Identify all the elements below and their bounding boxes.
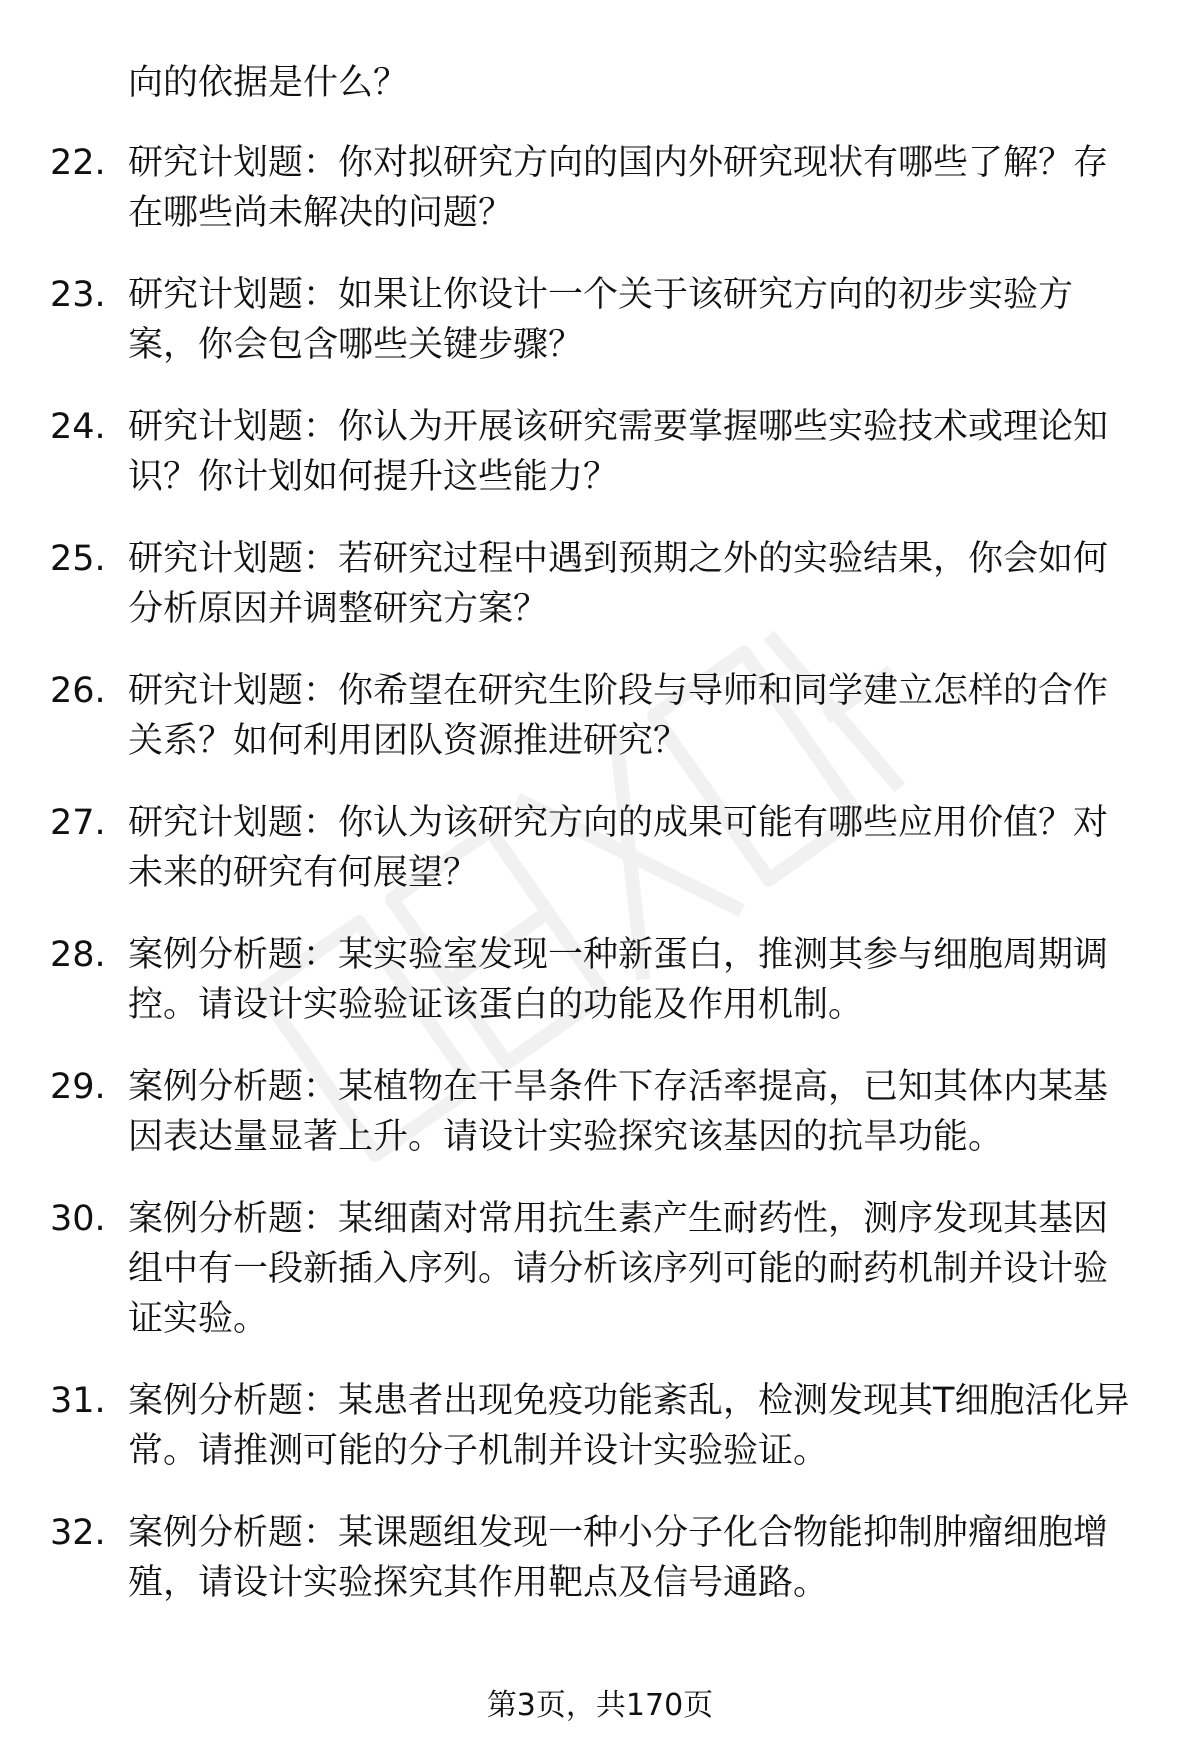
continuation-text: 向的依据是什么？ (128, 63, 409, 103)
question-text-line: 研究计划题：你认为开展该研究需要掌握哪些实验技术或理论知 (128, 407, 1109, 447)
question-number: 25. (50, 539, 106, 579)
question-text (128, 1376, 1178, 1476)
question-text (128, 930, 1178, 1030)
question-item (0, 1508, 1200, 1608)
question-text (128, 138, 1178, 238)
question-item (0, 1062, 1200, 1162)
question-text-line: 研究计划题：若研究过程中遇到预期之外的实验结果，你会如何 (128, 539, 1109, 579)
question-item (0, 534, 1200, 634)
question-number: 30. (50, 1199, 106, 1239)
question-text (128, 402, 1178, 502)
question-number: 27. (50, 803, 106, 843)
question-item (0, 930, 1200, 1030)
question-text (128, 534, 1178, 634)
question-number: 23. (50, 275, 106, 315)
question-text-line: 研究计划题：如果让你设计一个关于该研究方向的初步实验方 (128, 275, 1074, 315)
question-text-line: 案例分析题：某课题组发现一种小分子化合物能抑制肿瘤细胞增 (128, 1513, 1109, 1553)
question-item (0, 1376, 1200, 1476)
question-text (128, 1508, 1178, 1608)
question-text (128, 1194, 1178, 1344)
question-text-line: 控。请设计实验验证该蛋白的功能及作用机制。 (128, 985, 864, 1025)
question-text-line: 分析原因并调整研究方案？ (128, 589, 549, 629)
question-text (128, 270, 1178, 370)
question-text-line: 识？你计划如何提升这些能力？ (128, 457, 619, 497)
question-text-line: 常。请推测可能的分子机制并设计实验验证。 (128, 1431, 829, 1471)
question-text-line: 组中有一段新插入序列。请分析该序列可能的耐药机制并设计验 (128, 1249, 1109, 1289)
question-text-line: 研究计划题：你希望在研究生阶段与导师和同学建立怎样的合作 (128, 671, 1109, 711)
question-number: 26. (50, 671, 106, 711)
question-item (0, 138, 1200, 238)
question-text-line: 研究计划题：你认为该研究方向的成果可能有哪些应用价值？对 (128, 803, 1109, 843)
question-number: 24. (50, 407, 106, 447)
question-item (0, 1194, 1200, 1344)
question-text-line: 案例分析题：某植物在干旱条件下存活率提高，已知其体内某基 (128, 1067, 1109, 1107)
question-item (0, 402, 1200, 502)
question-text-line: 案例分析题：某患者出现免疫功能紊乱，检测发现其T细胞活化异 (128, 1381, 1130, 1421)
question-number: 32. (50, 1513, 106, 1553)
question-item (0, 798, 1200, 898)
question-text-line: 在哪些尚未解决的问题？ (128, 193, 514, 233)
question-text-line: 案，你会包含哪些关键步骤？ (128, 325, 584, 365)
question-text-line: 研究计划题：你对拟研究方向的国内外研究现状有哪些了解？存 (128, 143, 1109, 183)
question-number: 29. (50, 1067, 106, 1107)
question-number: 22. (50, 143, 106, 183)
question-item (0, 666, 1200, 766)
page-footer: 第3页，共170页 (486, 1688, 714, 1723)
question-text-line: 案例分析题：某细菌对常用抗生素产生耐药性，测序发现其基因 (128, 1199, 1109, 1239)
question-number: 28. (50, 935, 106, 975)
question-text (128, 798, 1178, 898)
question-item (0, 270, 1200, 370)
question-text-line: 殖，请设计实验探究其作用靶点及信号通路。 (128, 1563, 829, 1603)
question-text (128, 666, 1178, 766)
question-number: 31. (50, 1381, 106, 1421)
question-text-line: 案例分析题：某实验室发现一种新蛋白，推测其参与细胞周期调 (128, 935, 1109, 975)
question-text-line: 关系？如何利用团队资源推进研究？ (128, 721, 689, 761)
question-text-line: 证实验。 (128, 1299, 269, 1339)
question-text-line: 未来的研究有何展望？ (128, 853, 479, 893)
question-list (0, 58, 1200, 1640)
question-text-line: 因表达量显著上升。请设计实验探究该基因的抗旱功能。 (128, 1117, 1004, 1157)
question-text (128, 1062, 1178, 1162)
